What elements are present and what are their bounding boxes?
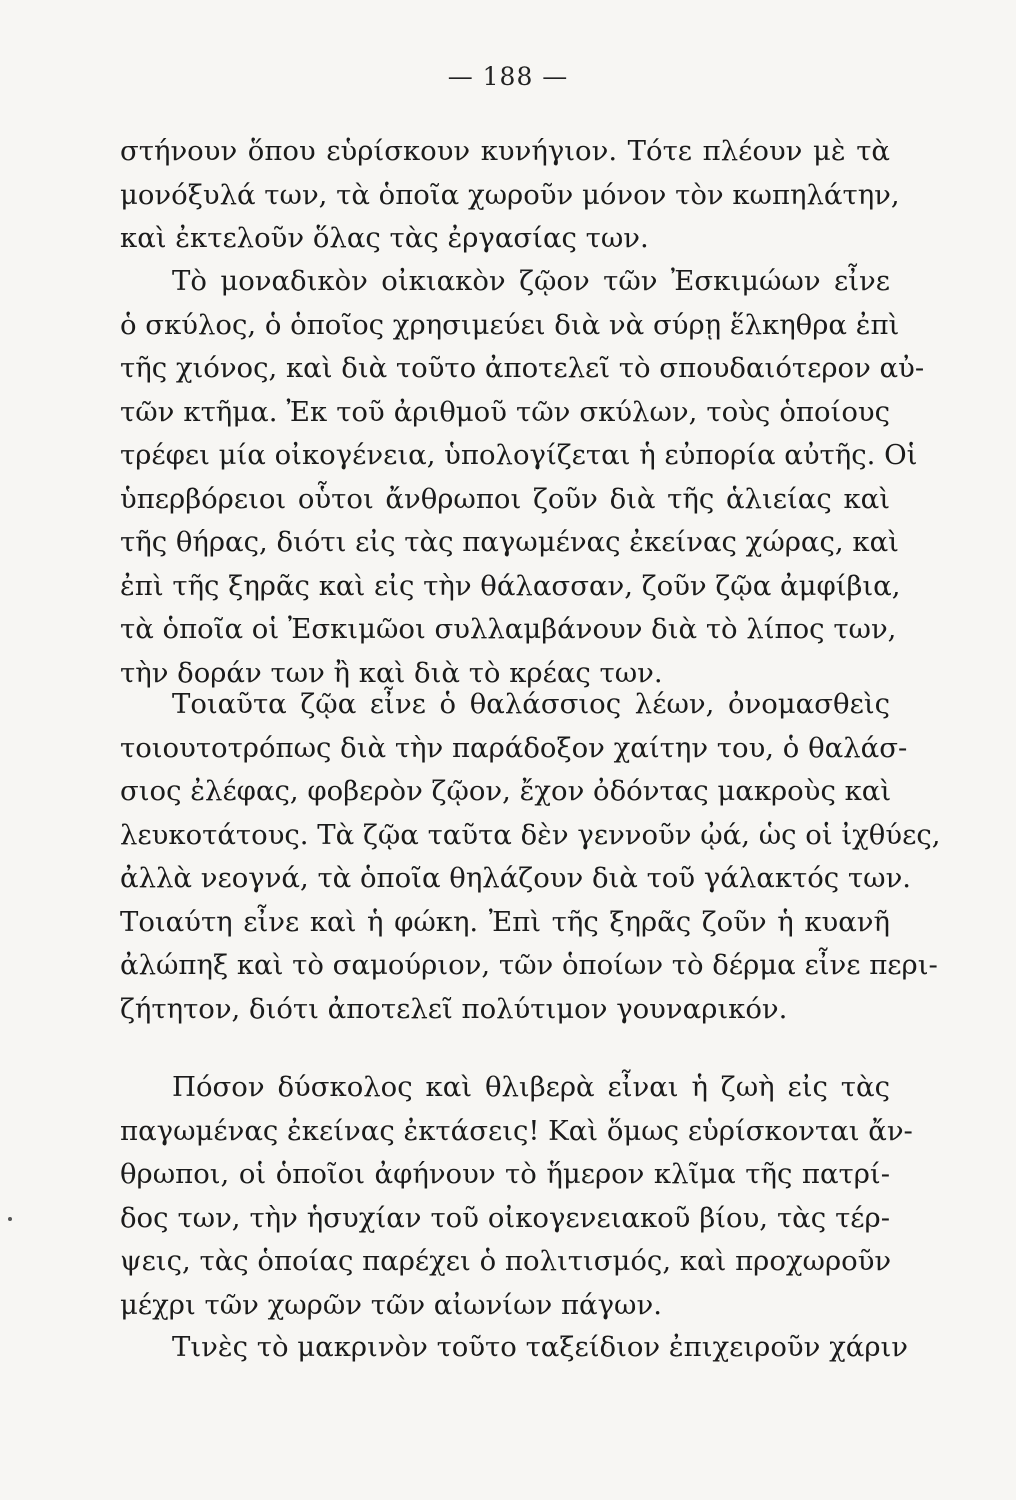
text-line: τῶν κτῆμα. Ἐκ τοῦ ἀριθμοῦ τῶν σκύλων, τοὺς ὁποίους xyxy=(120,395,890,428)
text-line: μονόξυλά των, τὰ ὁποῖα χωροῦν μόνον τὸν κωπηλάτην, xyxy=(120,178,900,211)
paragraph-hardship xyxy=(120,1066,913,1327)
text-line: τὴν δοράν των ἢ καὶ διὰ τὸ κρέας των. xyxy=(120,656,663,689)
paragraph-dogs xyxy=(120,260,925,695)
text-line: μέχρι τῶν χωρῶν τῶν αἰωνίων πάγων. xyxy=(120,1288,662,1321)
text-line: ἀλώπηξ καὶ τὸ σαμούριον, τῶν ὁποίων τὸ δέρμα εἶνε περι- xyxy=(120,949,938,981)
text-line: τὰ ὁποῖα οἱ Ἐσκιμῶοι συλλαμβάνουν διὰ τὸ λίπος των, xyxy=(120,613,897,645)
scan-speck xyxy=(8,1217,12,1221)
paragraph-journey xyxy=(120,1326,908,1370)
text-line: ψεις, τὰς ὁποίας παρέχει ὁ πολιτισμός, καὶ προχωροῦν xyxy=(120,1245,892,1277)
text-line: τῆς χιόνος, καὶ διὰ τοῦτο ἀποτελεῖ τὸ σπουδαιότερον αὐ- xyxy=(120,352,925,384)
text-line: Τοιαῦτα ζῷα εἶνε ὁ θαλάσσιος λέων, ὀνομασθεὶς xyxy=(172,688,890,720)
text-line: ἐπὶ τῆς ξηρᾶς καὶ εἰς τὴν θάλασσαν, ζοῦν ζῷα ἀμφίβια, xyxy=(120,569,901,602)
text-line: Πόσον δύσκολος καὶ θλιβερὰ εἶναι ἡ ζωὴ εἰς τὰς xyxy=(172,1071,890,1103)
text-line: δος των, τὴν ἡσυχίαν τοῦ οἰκογενειακοῦ βίου, τὰς τέρ- xyxy=(120,1201,890,1234)
text-line: ζήτητον, διότι ἀποτελεῖ πολύτιμον γουναρικόν. xyxy=(120,992,788,1025)
text-line: θρωποι, οἱ ὁποῖοι ἀφήνουν τὸ ἥμερον κλῖμα τῆς πατρί- xyxy=(120,1158,890,1190)
text-line: σιος ἐλέφας, φοβερὸν ζῷον, ἔχον ὀδόντας μακροὺς καὶ xyxy=(120,775,892,807)
text-line: Τοιαύτη εἶνε καὶ ἡ φώκη. Ἐπὶ τῆς ξηρᾶς ζοῦν ἡ κυανῆ xyxy=(120,905,890,938)
text-line: Τινὲς τὸ μακρινὸν τοῦτο ταξείδιον ἐπιχειροῦν χάριν xyxy=(172,1331,908,1363)
text-line: τρέφει μία οἰκογένεια, ὑπολογίζεται ἡ εὐπορία αὐτῆς. Οἱ xyxy=(120,439,918,471)
text-line: ἀλλὰ νεογνά, τὰ ὁποῖα θηλάζουν διὰ τοῦ γάλακτός των. xyxy=(120,862,912,894)
text-line: παγωμένας ἐκείνας ἐκτάσεις! Καὶ ὅμως εὑρίσκονται ἄν- xyxy=(120,1114,913,1147)
paragraph-continuation xyxy=(120,130,900,261)
text-line: καὶ ἐκτελοῦν ὅλας τὰς ἐργασίας των. xyxy=(120,222,649,254)
page-number: — 188 — xyxy=(447,62,569,91)
text-line: Τὸ μοναδικὸν οἰκιακὸν ζῷον τῶν Ἐσκιμώων εἶνε xyxy=(172,265,890,297)
text-line: ὑπερβόρειοι οὗτοι ἄνθρωποι ζοῦν διὰ τῆς ἁλιείας καὶ xyxy=(120,482,890,515)
text-line: τῆς θήρας, διότι εἰς τὰς παγωμένας ἐκείνας χώρας, καὶ xyxy=(120,526,899,558)
text-line: λευκοτάτους. Τὰ ζῷα ταῦτα δὲν γεννοῦν ᾠά, ὡς οἱ ἰχθύες, xyxy=(120,818,941,851)
text-line: τοιουτοτρόπως διὰ τὴν παράδοξον χαίτην του, ὁ θαλάσ- xyxy=(120,731,908,764)
text-line: ὁ σκύλος, ὁ ὁποῖος χρησιμεύει διὰ νὰ σύρῃ ἕλκηθρα ἐπὶ xyxy=(120,308,900,341)
paragraph-sea-animals xyxy=(120,683,941,1031)
text-line: στήνουν ὅπου εὑρίσκουν κυνήγιον. Τότε πλέουν μὲ τὰ xyxy=(120,135,890,167)
